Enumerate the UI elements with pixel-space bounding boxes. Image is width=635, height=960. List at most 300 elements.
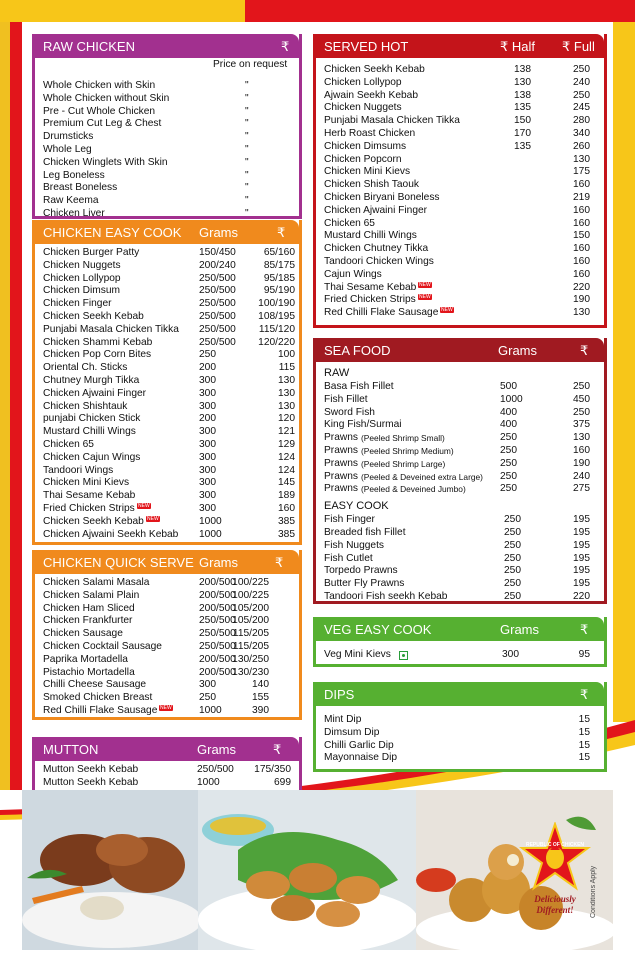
item-grams: 250: [500, 470, 517, 482]
item-name: Leg Boneless: [43, 169, 105, 181]
item-name: Chicken Seekh Kebab: [43, 310, 144, 322]
item-price: 124: [278, 451, 295, 463]
item-name: Paprika Mortadella: [43, 653, 128, 665]
menu-row: [316, 128, 604, 141]
item-full-price: 160: [573, 255, 590, 267]
item-name: Chicken Ajwaini Finger: [324, 204, 428, 216]
item-grams: 250/500: [199, 272, 236, 284]
svg-text:REPUBLIC OF CHICKEN: REPUBLIC OF CHICKEN: [525, 842, 585, 848]
menu-row: [35, 401, 299, 414]
item-full-price: 130: [573, 153, 590, 165]
item-grams: 150/450: [199, 247, 236, 258]
mutton-title: MUTTON: [43, 742, 99, 757]
item-grams: 300: [199, 374, 216, 386]
item-grams: 200/500: [199, 653, 236, 665]
item-name: Chicken Ajwaini Seekh Kebab: [43, 528, 179, 540]
item-grams: 200: [199, 362, 216, 374]
item-price: 140: [252, 679, 269, 691]
menu-row: [35, 516, 299, 529]
menu-row: [35, 118, 299, 131]
item-price: 195: [573, 526, 590, 538]
menu-row: [35, 388, 299, 401]
item-price: 100/225: [232, 577, 269, 588]
item-name: King Fish/Surmai: [324, 419, 402, 431]
item-name: Herb Roast Chicken: [324, 127, 416, 139]
menu-row: [316, 527, 604, 540]
item-name: Cajun Wings: [324, 268, 382, 280]
item-name: Mutton Seekh Kebab: [43, 764, 139, 775]
raw-chicken-panel: [32, 34, 302, 219]
item-name: Fish Fillet: [324, 393, 368, 405]
item-name: Chicken Lollypop: [324, 76, 402, 88]
item-name: Pistachio Mortadella: [43, 666, 135, 678]
item-grams: 1000: [199, 704, 222, 716]
sea-food-currency: ₹: [580, 343, 589, 358]
item-name: Fried Chicken Strips: [43, 502, 135, 514]
item-name: Whole Chicken without Skin: [43, 92, 170, 104]
menu-row: [35, 465, 299, 478]
menu-row: [316, 90, 604, 103]
item-name: Chicken Cajun Wings: [43, 451, 141, 463]
item-price: 195: [573, 514, 590, 526]
left-yellow-strip: [0, 22, 10, 790]
item-grams: 250: [504, 578, 521, 590]
item-name: Chicken Salami Plain: [43, 589, 140, 601]
item-grams: 1000: [500, 393, 523, 405]
item-name: Fish Finger: [324, 514, 375, 526]
item-price: 130: [278, 374, 295, 386]
item-price: 15: [578, 739, 590, 751]
item-grams: 250/500: [197, 764, 234, 775]
item-price: 129: [278, 438, 295, 450]
item-grams: 300: [199, 451, 216, 463]
item-grams: 300: [199, 464, 216, 476]
price-on-request: Price on request: [213, 59, 288, 70]
menu-row: [316, 166, 604, 179]
menu-row: [35, 311, 299, 324]
item-name: Tandoori Fish seekh Kebab: [324, 590, 448, 602]
item-name: Chicken Salami Masala: [43, 577, 150, 588]
item-grams: 200/500: [199, 602, 236, 614]
new-badge: NEW: [160, 704, 172, 711]
new-badge: NEW: [419, 294, 431, 301]
item-price: 120: [278, 413, 295, 425]
menu-row: [35, 144, 299, 157]
menu-row: [35, 157, 299, 170]
item-price: 100/225: [232, 589, 269, 601]
item-name: Chutney Murgh Tikka: [43, 374, 140, 386]
dips-currency: ₹: [580, 687, 589, 702]
menu-row: [316, 514, 604, 527]
item-grams: 250: [500, 483, 517, 495]
menu-row: [316, 445, 604, 458]
item-grams: 250: [504, 514, 521, 526]
veg-title: VEG EASY COOK: [324, 622, 432, 637]
item-grams: 300: [199, 490, 216, 502]
item-name: Whole Chicken with Skin: [43, 80, 156, 91]
item-price: 130: [278, 387, 295, 399]
menu-row: [35, 490, 299, 503]
menu-row: [35, 182, 299, 195]
item-name: Sword Fish: [324, 406, 375, 418]
item-name: Chicken Sausage: [43, 628, 123, 640]
raw-chicken-title: RAW CHICKEN: [43, 39, 135, 54]
menu-row: [35, 654, 299, 667]
item-price: 121: [278, 426, 295, 438]
menu-row: [35, 705, 299, 718]
item-price: 65/160: [263, 247, 295, 258]
menu-row: [316, 230, 604, 243]
menu-row: [316, 218, 604, 231]
item-price: 115/120: [258, 323, 295, 335]
item-name: Prawns: [324, 432, 358, 444]
new-badge: NEW: [147, 515, 159, 522]
sea-food-title: SEA FOOD: [324, 343, 391, 358]
item-grams: 300: [199, 426, 216, 438]
item-full-price: 219: [573, 191, 590, 203]
menu-row: [35, 764, 299, 777]
menu-row: [35, 337, 299, 350]
item-grams: 400: [500, 406, 517, 418]
menu-row: [35, 529, 299, 542]
ditto-mark: ": [245, 156, 249, 168]
item-grams: 250/500: [199, 615, 236, 627]
menu-row: [35, 106, 299, 119]
item-full-price: 250: [573, 64, 590, 75]
item-name: Torpedo Prawns: [324, 565, 398, 577]
item-name: Chicken Dimsum: [43, 285, 120, 297]
item-grams: 250/500: [199, 323, 236, 335]
item-full-price: 175: [573, 166, 590, 178]
served-hot-header: [316, 34, 604, 58]
item-grams: 250/500: [199, 640, 236, 652]
new-badge: NEW: [138, 502, 150, 509]
item-grams: 250/500: [199, 285, 236, 297]
item-full-price: 340: [573, 127, 590, 139]
quick-serve-header: [35, 550, 299, 574]
menu-row: [316, 432, 604, 445]
item-price: 175/350: [254, 764, 291, 775]
item-price: 450: [573, 393, 590, 405]
menu-row: [316, 115, 604, 128]
raw-chicken-header: [35, 34, 299, 58]
item-name: Chicken Mini Kievs: [43, 477, 130, 489]
menu-row: [316, 192, 604, 205]
item-name: Chicken Winglets With Skin: [43, 156, 168, 168]
item-price: 115: [278, 362, 295, 374]
item-name: Butter Fly Prawns: [324, 578, 405, 590]
menu-row: [35, 195, 299, 208]
svg-text:Deliciously: Deliciously: [534, 894, 576, 904]
item-price: 195: [573, 565, 590, 577]
item-name: Red Chilli Flake Sausage: [43, 704, 158, 716]
ditto-mark: ": [245, 207, 249, 219]
sea-food-panel: [313, 338, 607, 604]
item-name: Chilli Cheese Sausage: [43, 679, 147, 691]
item-name: Chicken Biryani Boneless: [324, 191, 440, 203]
menu-row: [316, 578, 604, 591]
menu-row: [35, 577, 299, 590]
ditto-mark: ": [245, 118, 249, 130]
item-name: Fish Cutlet: [324, 552, 373, 564]
menu-row: [35, 208, 299, 221]
item-name: Chicken Frankfurter: [43, 615, 133, 627]
item-note: (Peeled & Deveined Jumbo): [361, 484, 466, 495]
item-full-price: 130: [573, 307, 590, 319]
item-full-price: 260: [573, 140, 590, 152]
item-price: 160: [573, 444, 590, 456]
menu-row: [35, 247, 299, 260]
item-grams: 200/240: [199, 259, 236, 271]
served-hot-panel: [313, 34, 607, 328]
item-full-price: 160: [573, 204, 590, 216]
top-red-band: [245, 0, 635, 22]
item-grams: 400: [500, 419, 517, 431]
item-name: Chicken Lollypop: [43, 272, 121, 284]
item-name: Red Chilli Flake Sausage: [324, 307, 439, 319]
menu-row: [316, 471, 604, 484]
item-grams: 250: [500, 457, 517, 469]
menu-row: [316, 243, 604, 256]
item-price: 190: [573, 457, 590, 469]
item-name: Chicken Shishtauk: [43, 400, 128, 412]
item-name: Basa Fish Fillet: [324, 381, 394, 392]
veg-list: [316, 649, 604, 662]
item-note: (Peeled Shrimp Large): [361, 458, 446, 469]
item-price: 145: [278, 477, 295, 489]
served-hot-list: [316, 64, 604, 320]
menu-row: [35, 93, 299, 106]
item-price: 195: [573, 578, 590, 590]
menu-row: [316, 407, 604, 420]
item-name: Tandoori Chicken Wings: [324, 255, 434, 267]
item-price: 240: [573, 470, 590, 482]
item-grams: 250: [504, 565, 521, 577]
veg-easy-cook-panel: [313, 617, 607, 667]
ditto-mark: ": [245, 131, 249, 143]
item-grams: 200/500: [199, 589, 236, 601]
item-grams: 300: [502, 649, 519, 660]
served-hot-full-header: ₹ Full: [562, 39, 595, 54]
menu-row: [35, 362, 299, 375]
item-name: Chilli Garlic Dip: [324, 739, 394, 751]
veg-grams-header: Grams: [500, 622, 539, 637]
dips-panel: [313, 682, 607, 772]
menu-row: [35, 426, 299, 439]
menu-row: [316, 64, 604, 77]
menu-row: [35, 80, 299, 93]
item-name: Prawns: [324, 457, 358, 469]
item-name: Chicken Nuggets: [43, 259, 121, 271]
menu-row: [316, 553, 604, 566]
item-full-price: 250: [573, 89, 590, 101]
menu-row: [316, 483, 604, 496]
item-name: Prawns: [324, 444, 358, 456]
item-name: Raw Keema: [43, 195, 99, 207]
sea-food-raw-label: RAW: [324, 367, 350, 379]
item-name: Chicken Shish Taouk: [324, 179, 419, 191]
mutton-header: [35, 737, 299, 761]
menu-row: [35, 273, 299, 286]
chicken-wings-photo: [198, 790, 416, 950]
item-half-price: 138: [514, 89, 531, 101]
veg-symbol-icon: [399, 651, 408, 660]
item-price: 385: [278, 528, 295, 540]
easy-cook-list: [35, 247, 299, 541]
item-grams: 250: [199, 349, 216, 361]
right-yellow-strip: [613, 22, 635, 722]
item-grams: 250: [504, 552, 521, 564]
menu-row: [316, 294, 604, 307]
item-name: Premium Cut Leg & Chest: [43, 118, 162, 130]
item-name: Chicken Ham Sliced: [43, 602, 135, 614]
item-name: Chicken Dimsums: [324, 140, 407, 152]
menu-row: [316, 179, 604, 192]
item-full-price: 280: [573, 115, 590, 127]
menu-row: [316, 740, 604, 753]
item-price: 130: [573, 432, 590, 444]
item-price: 95/185: [263, 272, 295, 284]
item-full-price: 220: [573, 281, 590, 293]
menu-row: [316, 458, 604, 471]
ditto-mark: ": [245, 169, 249, 181]
item-name: Pre - Cut Whole Chicken: [43, 105, 156, 117]
quick-serve-currency: ₹: [275, 555, 284, 570]
item-name: Breaded fish Fillet: [324, 526, 406, 538]
menu-row: [316, 727, 604, 740]
menu-row: [316, 591, 604, 604]
item-grams: 300: [199, 679, 216, 691]
menu-row: [316, 565, 604, 578]
menu-row: [35, 692, 299, 705]
item-name: Chicken Finger: [43, 298, 112, 310]
menu-row: [316, 205, 604, 218]
item-name: Mayonnaise Dip: [324, 752, 398, 764]
item-grams: 300: [199, 477, 216, 489]
menu-row: [316, 649, 604, 662]
item-name: Chicken Burger Patty: [43, 247, 140, 258]
item-name: Chicken Cocktail Sausage: [43, 640, 162, 652]
item-name: Punjabi Masala Chicken Tikka: [43, 323, 179, 335]
item-name: Ajwain Seekh Kebab: [324, 89, 419, 101]
item-full-price: 190: [573, 294, 590, 306]
item-price: 160: [278, 502, 295, 514]
menu-row: [316, 256, 604, 269]
item-name: Whole Leg: [43, 143, 92, 155]
item-price: 385: [278, 515, 295, 527]
item-price: 100: [278, 349, 295, 361]
item-grams: 200: [199, 413, 216, 425]
ditto-mark: ": [245, 143, 249, 155]
item-full-price: 160: [573, 268, 590, 280]
item-name: Drumsticks: [43, 131, 94, 143]
menu-row: [35, 285, 299, 298]
easy-cook-grams-header: Grams: [199, 225, 238, 240]
new-badge: NEW: [441, 307, 453, 314]
item-price: 250: [573, 406, 590, 418]
menu-row: [35, 452, 299, 465]
ditto-mark: ": [245, 92, 249, 104]
mutton-panel: [32, 737, 302, 792]
menu-row: [316, 102, 604, 115]
item-full-price: 160: [573, 243, 590, 255]
menu-row: [316, 394, 604, 407]
item-price: 189: [278, 490, 295, 502]
item-half-price: 138: [514, 64, 531, 75]
menu-row: [35, 375, 299, 388]
menu-row: [35, 349, 299, 362]
item-price: 95/190: [263, 285, 295, 297]
top-yellow-band: [0, 0, 245, 22]
item-price: 120/220: [258, 336, 295, 348]
item-name: Thai Sesame Kebab: [43, 490, 136, 502]
item-name: Thai Sesame Kebab: [324, 281, 417, 293]
item-price: 699: [274, 776, 291, 788]
item-price: 275: [573, 483, 590, 495]
dips-header: [316, 682, 604, 706]
ditto-mark: ": [245, 80, 249, 91]
item-grams: 250: [504, 539, 521, 551]
republic-of-chicken-logo: [518, 822, 592, 918]
item-grams: 500: [500, 381, 517, 392]
menu-row: [35, 324, 299, 337]
item-name: Chicken Mini Kievs: [324, 166, 411, 178]
item-name: Chicken Liver: [43, 207, 105, 219]
sea-food-raw-list: [316, 381, 604, 496]
raw-chicken-list: [35, 80, 299, 221]
item-grams: 200/500: [199, 666, 236, 678]
item-price: 375: [573, 419, 590, 431]
item-grams: 300: [199, 400, 216, 412]
item-name: Mustard Chilli Wings: [43, 426, 136, 438]
menu-row: [35, 260, 299, 273]
item-full-price: 240: [573, 76, 590, 88]
menu-row: [35, 413, 299, 426]
easy-cook-currency: ₹: [277, 225, 286, 240]
item-name: Fish Nuggets: [324, 539, 385, 551]
menu-row: [35, 603, 299, 616]
mutton-grams-header: Grams: [197, 742, 236, 757]
menu-row: [35, 679, 299, 692]
item-name: Chicken Chutney Tikka: [324, 243, 429, 255]
item-name: Chicken Popcorn: [324, 153, 402, 165]
item-grams: 300: [199, 502, 216, 514]
chicken-quick-serve-panel: [32, 550, 302, 720]
item-name: Chicken Nuggets: [324, 102, 402, 114]
menu-row: [316, 141, 604, 154]
served-hot-half-header: ₹ Half: [500, 39, 536, 54]
veg-currency: ₹: [580, 622, 589, 637]
item-grams: 250: [504, 526, 521, 538]
item-price: 130: [278, 400, 295, 412]
raw-chicken-currency: ₹: [281, 39, 290, 54]
svg-text:Different!: Different!: [536, 905, 574, 915]
dips-list: [316, 714, 604, 765]
item-name: Tandoori Wings: [43, 464, 114, 476]
item-grams: 250: [500, 444, 517, 456]
menu-row: [35, 477, 299, 490]
menu-row: [316, 714, 604, 727]
sea-food-grams-header: Grams: [498, 343, 537, 358]
item-grams: 250/500: [199, 310, 236, 322]
item-price: 15: [578, 726, 590, 738]
menu-row: [35, 667, 299, 680]
item-name: Chicken 65: [43, 438, 94, 450]
item-note: (Peeled Shrimp Small): [361, 433, 445, 444]
quick-serve-grams-header: Grams: [199, 555, 238, 570]
dips-title: DIPS: [324, 687, 355, 702]
item-price: 105/200: [232, 615, 269, 627]
